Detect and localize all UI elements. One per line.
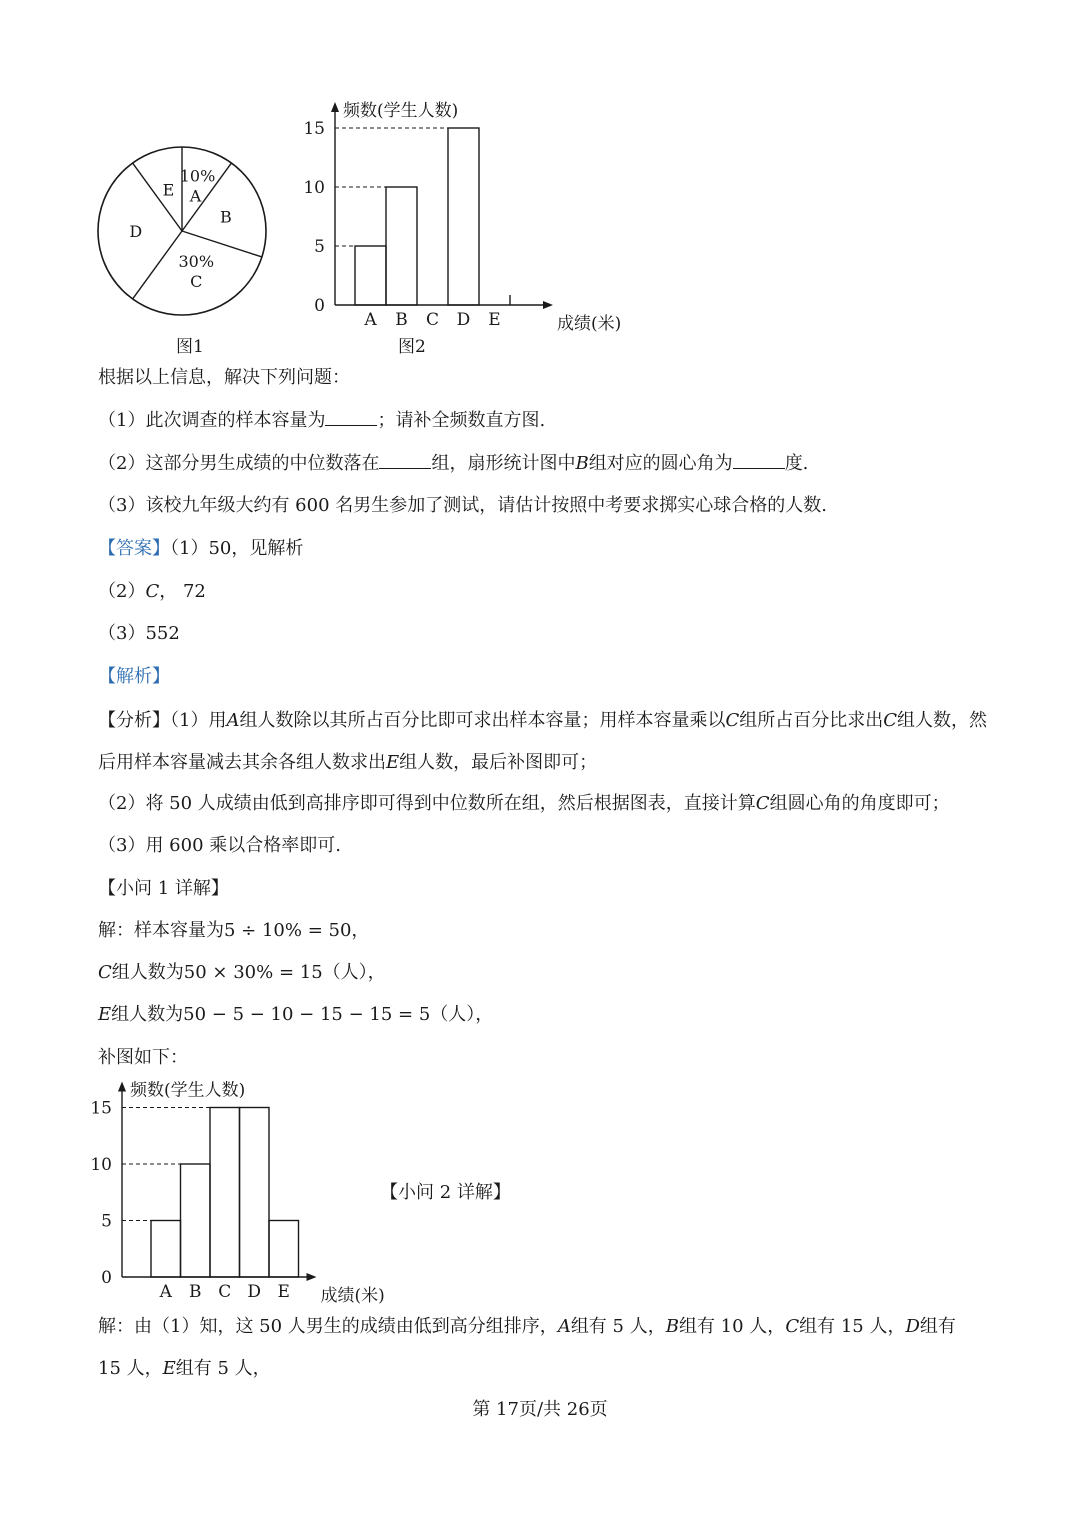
- y-tick-10: 10: [90, 1155, 112, 1175]
- bar-b: [386, 187, 417, 305]
- answer-line-2: （2）C， 72: [98, 581, 206, 602]
- pie-divider-e: [133, 163, 182, 231]
- detail2-tag: 【小问 2 详解】: [380, 1182, 511, 1203]
- x-axis-label: 成绩(米): [557, 314, 622, 334]
- pie-slice-label-d: D: [129, 222, 143, 241]
- answer-tag: 【答案】: [98, 538, 170, 559]
- histogram-complete: [90, 1075, 410, 1305]
- x-tick-d: D: [247, 1282, 262, 1302]
- bar-d: [448, 128, 479, 305]
- x-tick-e: E: [488, 310, 501, 330]
- x-tick-c: C: [425, 310, 440, 330]
- x-axis-arrow: [307, 1273, 317, 1281]
- last-line-1: 解：由（1）知，这 50 人男生的成绩由低到高分组排序，A组有 5 人，B组有 10 人，C组有 15 人，D组有: [98, 1316, 956, 1337]
- x-tick-b: B: [395, 310, 408, 330]
- y-tick-0: 0: [314, 296, 325, 316]
- bar-e: [269, 1221, 299, 1278]
- y-tick-15: 15: [90, 1098, 112, 1119]
- bar-c: [210, 1108, 240, 1278]
- blank-3: [733, 452, 785, 469]
- answer-line-3: （3）552: [98, 623, 180, 644]
- solution-3: E组人数为50 − 5 − 10 − 15 − 15 = 5（人），: [98, 1004, 494, 1025]
- answer-line-1: 【答案】（1）50，见解析: [98, 538, 304, 559]
- y-axis-arrow: [331, 102, 339, 112]
- x-tick-e: E: [277, 1282, 290, 1302]
- y-axis-label: 频数(学生人数): [343, 101, 459, 121]
- y-tick-5: 5: [101, 1211, 112, 1232]
- pie-slice-label-c: C: [190, 271, 203, 291]
- buhu-label: 补图如下：: [98, 1047, 188, 1068]
- pie-slice-label-e: E: [162, 180, 175, 200]
- y-tick-5: 5: [314, 237, 325, 257]
- x-axis-label: 成绩(米): [320, 1286, 385, 1306]
- pie-slice-label-a: A: [189, 186, 202, 206]
- y-tick-0: 0: [101, 1268, 112, 1288]
- y-axis-label: 频数(学生人数): [130, 1080, 246, 1101]
- bar-a: [355, 246, 386, 305]
- fenxi-2: （2）将 50 人成绩由低到高排序即可得到中位数所在组，然后根据图表，直接计算C组圆心角的角度即可；: [98, 793, 950, 814]
- bar-a: [151, 1221, 181, 1278]
- pie-slice-label-b: B: [220, 207, 232, 227]
- question-3: （3）该校九年级大约有 600 名男生参加了测试，请估计按照中考要求掷实心球合格的人数.: [98, 495, 827, 516]
- bar-d: [240, 1108, 270, 1278]
- bar-b: [181, 1164, 211, 1277]
- x-tick-a: A: [159, 1282, 172, 1302]
- question-2: （2）这部分男生成绩的中位数落在 组，扇形统计图中B组对应的圆心角为 度.: [98, 453, 809, 474]
- y-tick-10: 10: [303, 178, 325, 198]
- pie-chart: [90, 148, 280, 318]
- analysis-tag: 【解析】: [98, 666, 170, 687]
- y-tick-15: 15: [303, 119, 325, 139]
- x-tick-d: D: [456, 310, 471, 330]
- blank-2: [379, 452, 431, 469]
- last-line-2: 15 人，E组有 5 人，: [98, 1358, 271, 1379]
- solution-2: C组人数为50 × 30% = 15（人），: [98, 962, 386, 983]
- detail1-tag: 【小问 1 详解】: [98, 878, 229, 899]
- intro: 根据以上信息，解决下列问题：: [98, 367, 350, 388]
- fenxi-3: （3）用 600 乘以合格率即可.: [98, 835, 341, 856]
- hist1-caption: 图2: [398, 337, 426, 357]
- pie-divider-d: [133, 231, 182, 299]
- y-axis-arrow: [118, 1082, 126, 1092]
- pie-slice-pct-a: 10%: [179, 166, 216, 186]
- pie-caption: 图1: [176, 337, 204, 357]
- solution-1: 解：样本容量为5 ÷ 10% = 50，: [98, 920, 370, 941]
- x-tick-a: A: [364, 310, 377, 330]
- fenxi-1: 【分析】（1）用A组人数除以其所占百分比即可求出样本容量；用样本容量乘以C组所占百分比求出C组人数，然后用样本容量减去其余各组人数求出E组人数，最后补图即可；: [98, 710, 988, 773]
- histogram-incomplete: [290, 95, 622, 335]
- x-tick-c: C: [218, 1282, 232, 1302]
- x-tick-b: B: [189, 1282, 202, 1302]
- x-axis-arrow: [543, 301, 553, 309]
- question-1: （1）此次调查的样本容量为 ；请补全频数直方图.: [98, 410, 546, 431]
- blank-1: [325, 409, 377, 426]
- page-footer: 第 17页/共 26页: [472, 1399, 608, 1420]
- pie-slice-pct-c: 30%: [178, 251, 215, 271]
